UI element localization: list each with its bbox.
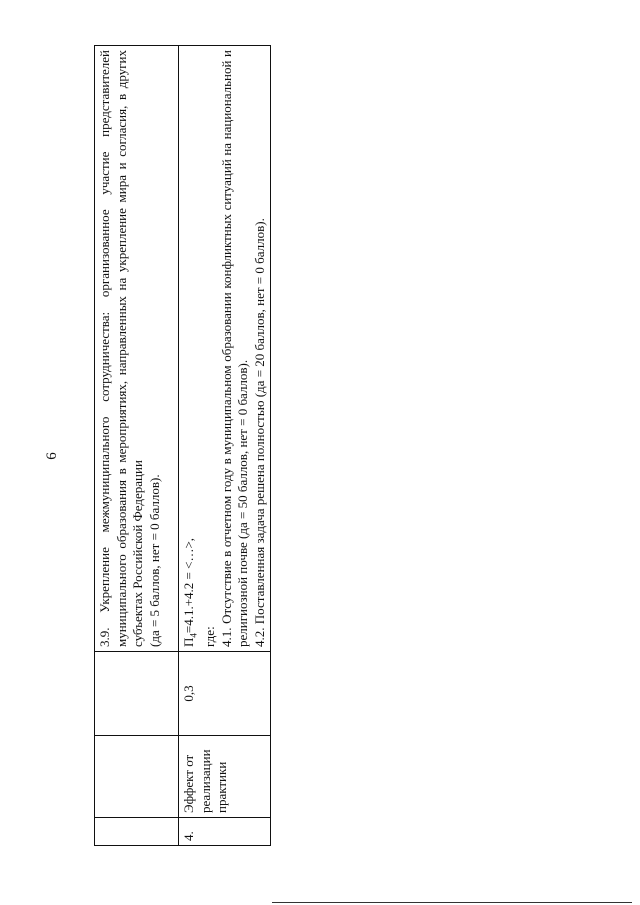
page-number: 6 (44, 452, 60, 460)
criteria-cell (179, 46, 271, 652)
formula-expression: =4.1.+4.2 = <…>, (181, 537, 196, 634)
criteria-cell (95, 46, 179, 652)
criteria-table-wrapper (94, 46, 267, 846)
formula-symbol: П (181, 637, 196, 647)
weight-cell (95, 652, 179, 736)
criteria-item-4-1: 4.1. Отсутствие в отчетном году в муниципальном образовании конфликтных ситуаций на национальной и религиозной почве (да = 50 баллов, нет = 0 баллов). (218, 50, 251, 647)
row-number-cell: 4. (179, 818, 271, 846)
formula (181, 50, 202, 647)
criteria-table (94, 45, 271, 846)
indicator-name-cell (95, 736, 179, 818)
criteria-note: (да = 5 баллов, нет = 0 баллов). (146, 474, 162, 647)
row-number-cell (95, 818, 179, 846)
criteria-item-4-2: 4.2. Поставленная задача решена полностью (да = 20 баллов, нет = 0 баллов). (251, 218, 267, 647)
table-row (95, 46, 179, 846)
criteria-paragraph: 3.9. Укрепление межмуниципального сотрудничества: организованное участие представителей муниципального образования в мероприятиях, направленных на укрепление мира и согласия, в других субъектах Российской Федерации (97, 50, 145, 647)
indicator-name-cell: Эффект от реализации практики (179, 736, 271, 818)
page-bottom-rule (272, 902, 632, 903)
formula-subscript: 4 (188, 633, 199, 638)
weight-cell: 0,3 (179, 652, 271, 736)
where-label: где: (202, 626, 218, 647)
table-row (179, 46, 271, 846)
